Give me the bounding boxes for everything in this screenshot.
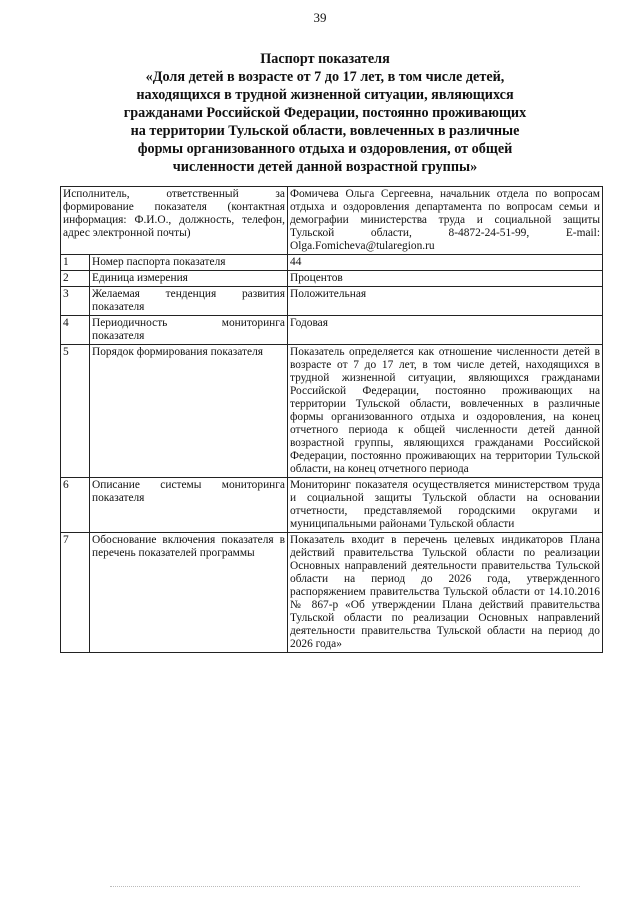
row-value: Мониторинг показателя осуществляется министерством труда и социальной защиты Тульской области на основании отчетности, представляемой городскими округами и муниципальными районами Тульской области — [288, 478, 603, 533]
responsible-label: Исполнитель, ответственный за формирование показателя (контактная информация: Ф.И.О., должность, телефон, адрес электронной почты) — [61, 187, 288, 255]
responsible-value: Фомичева Ольга Сергеевна, начальник отдела по вопросам отдыха и оздоровления департамента по вопросам семьи и демографии министерства труда и социальной защиты Тульской области, 8-4872-24-51-99, E-mail: Olga.Fomicheva@tularegion.ru — [288, 187, 603, 255]
row-number: 6 — [61, 478, 90, 533]
row-number: 2 — [61, 271, 90, 287]
page-number: 39 — [313, 10, 327, 25]
row-value: 44 — [288, 255, 603, 271]
row-value: Показатель определяется как отношение численности детей в возрасте от 7 до 17 лет, в том числе детей, находящихся в трудной жизненной ситуации, являющихся гражданами Российской Федерации, постоянно проживающих на территории Тульской области, вовлеченных в различные формы организованного отдыха и оздоровления, на конец отчетного периода к общей численности детей данной возрастной группы, являющихся гражданами Российской Федерации, постоянно проживающих на территории Тульской области, на конец отчетного периода — [288, 345, 603, 478]
table-row-responsible — [61, 187, 603, 255]
scan-artifact-line — [110, 886, 580, 888]
row-number: 7 — [61, 533, 90, 653]
row-label: Порядок формирования показателя — [90, 345, 288, 478]
title-line: гражданами Российской Федерации, постоянно проживающих — [123, 105, 527, 121]
title-line: формы организованного отдыха и оздоровления, от общей — [137, 141, 513, 157]
row-label: Желаемая тенденция развития показателя — [90, 287, 288, 316]
row-label: Периодичность мониторинга показателя — [90, 316, 288, 345]
table-row — [61, 478, 603, 533]
table-row — [61, 287, 603, 316]
title-line: на территории Тульской области, вовлеченных в различные — [130, 123, 520, 139]
title-line: Паспорт показателя — [260, 51, 390, 67]
row-number: 3 — [61, 287, 90, 316]
table-row — [61, 316, 603, 345]
title-line: численности детей данной возрастной группы» — [172, 159, 478, 175]
table-row — [61, 255, 603, 271]
row-value: Показатель входит в перечень целевых индикаторов Плана действий правительства Тульской области по реализации Основных направлений деятельности правительства Тульской области на период до 2026 года, утвержденного распоряжением правительства Тульской области от 14.10.2016 № 867-р «Об утверждении Плана действий правительства Тульской области по реализации Основных направлений деятельности правительства Тульской области на период до 2026 года» — [288, 533, 603, 653]
row-value: Процентов — [288, 271, 603, 287]
document-title — [60, 50, 590, 176]
row-number: 4 — [61, 316, 90, 345]
title-line: находящихся в трудной жизненной ситуации, являющихся — [136, 87, 514, 103]
table-row — [61, 533, 603, 653]
table-row — [61, 345, 603, 478]
row-number: 5 — [61, 345, 90, 478]
row-label: Единица измерения — [90, 271, 288, 287]
table-row — [61, 271, 603, 287]
row-label: Номер паспорта показателя — [90, 255, 288, 271]
row-number: 1 — [61, 255, 90, 271]
title-line: «Доля детей в возрасте от 7 до 17 лет, в том числе детей, — [145, 69, 505, 85]
row-label: Обоснование включения показателя в перечень показателей программы — [90, 533, 288, 653]
passport-table — [60, 186, 603, 653]
row-label: Описание системы мониторинга показателя — [90, 478, 288, 533]
row-value: Годовая — [288, 316, 603, 345]
row-value: Положительная — [288, 287, 603, 316]
